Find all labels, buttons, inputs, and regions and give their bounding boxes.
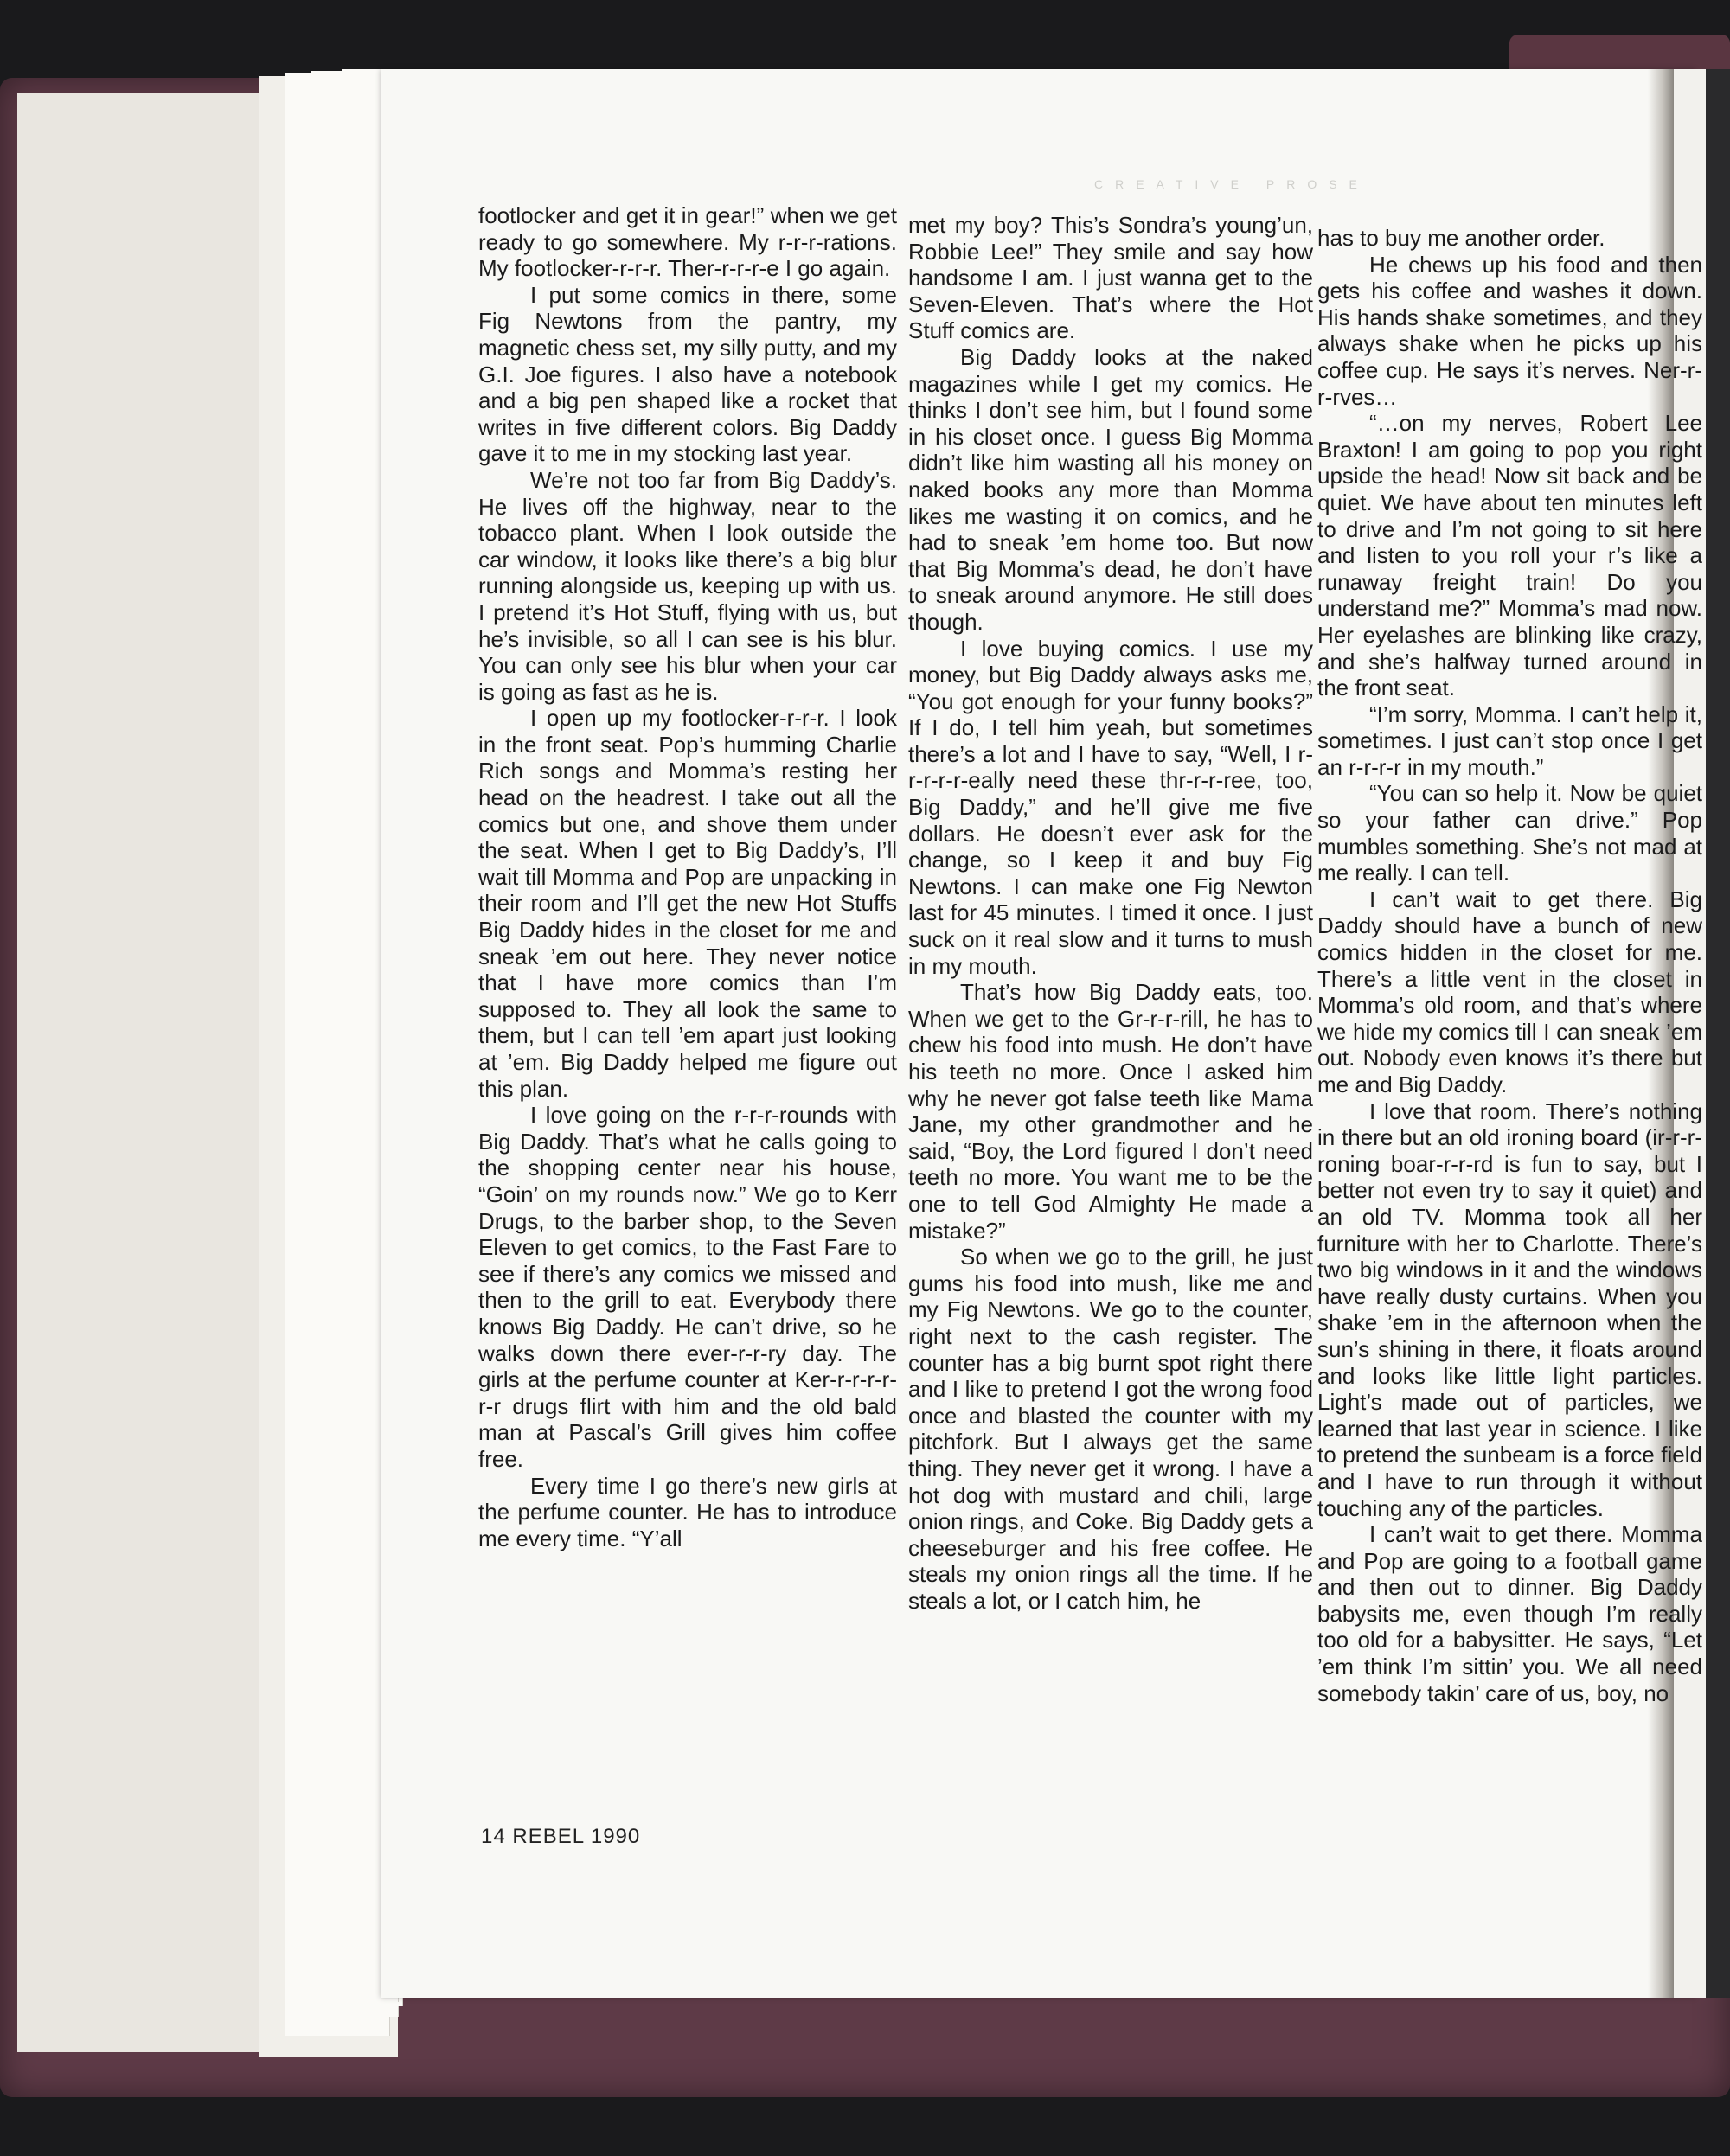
paragraph: I can’t wait to get there. Momma and Pop are going to a football game and then out to dinner. Big Daddy babysits me, even though I’m really too old for a babysitter. He says, “Let ’em think I’m sittin’ you. We all need somebody takin’ care of us, boy, no <box>1317 1521 1702 1706</box>
text-column-1 <box>478 202 897 1807</box>
binding-shadow <box>1706 69 1730 1998</box>
paragraph: I open up my footlocker-r-r-r. I look in the front seat. Pop’s humming Charlie Rich songs and Momma’s resting her head on the headrest. I take out all the comics but one, and shove them under the seat. When I get to Big Daddy’s, I’ll wait till Momma and Pop are unpacking in their room and I’ll get the new Hot Stuffs Big Daddy hides in the closet for me and sneak ’em out here. They never notice that I have more comics than I’m supposed to. They all look the same to them, but I can tell ’em apart just looking at ’em. Big Daddy helped me figure out this plan. <box>478 705 897 1102</box>
text-column-3 <box>1317 225 1702 1814</box>
paragraph: met my boy? This’s Sondra’s young’un, Robbie Lee!” They smile and say how handsome I am. I just wanna get to the Seven-Eleven. That’s where the Hot Stuff comics are. <box>908 212 1313 344</box>
faint-section-header: CREATIVE PROSE <box>1094 177 1369 191</box>
text-column-2 <box>908 212 1313 1807</box>
paragraph: I put some comics in there, some Fig Newtons from the pantry, my magnetic chess set, my silly putty, and my G.I. Joe figures. I also have a notebook and a big pen shaped like a rocket that writes in five different colors. Big Daddy gave it to me in my stocking last year. <box>478 281 897 467</box>
endpaper <box>17 93 268 2052</box>
paragraph: “I’m sorry, Momma. I can’t help it, sometimes. I just can’t stop once I get an r-r-r-r in my mouth.” <box>1317 701 1702 780</box>
paragraph: I can’t wait to get there. Big Daddy should have a bunch of new comics hidden in the closet for me. There’s a little vent in the closet in Momma’s old room, and that’s where we hide my comics till I can sneak ’em out. Nobody even knows it’s there but me and Big Daddy. <box>1317 886 1702 1097</box>
paragraph: I love going on the r-r-r-rounds with Big Daddy. That’s what he calls going to the shopping center near his house, “Goin’ on my rounds now.” We go to Kerr Drugs, to the barber shop, to the Seven Eleven to get comics, to the Fast Fare to see if there’s any comics we missed and then to the grill to eat. Everybody there knows Big Daddy. He can’t drive, so he walks down there ever-r-r-ry day. The girls at the perfume counter at Ker-r-r-r-r-r-r drugs flirt with him and the old bald man at Pascal’s Grill gives him coffee free. <box>478 1102 897 1472</box>
paragraph: I love that room. There’s nothing in there but an old ironing board (ir-r-r-roning boar-r-r-rd is fun to say, but I better not even try to say it quiet) and an old TV. Momma took all her furniture with her to Charlotte. There’s two big windows in it and the windows have really dusty curtains. When you shake ’em in the afternoon when the sun’s shining in there, it floats around and looks like little light particles. Light’s made out of particles, we learned that last year in science. I like to pretend the sunbeam is a force field and I have to run through it without touching any of the particles. <box>1317 1097 1702 1521</box>
paragraph: We’re not too far from Big Daddy’s. He lives off the highway, near to the tobacco plant. When I look outside the car window, it looks like there’s a big blur running alongside us, keeping up with us. I pretend it’s Hot Stuff, flying with us, but he’s invisible, so all I can see is his blur. You can only see his blur when your car is going as fast as he is. <box>478 466 897 705</box>
page-folio: 14 REBEL 1990 <box>481 1825 641 1848</box>
paragraph: Big Daddy looks at the naked magazines while I get my comics. He thinks I don’t see him, but I found some in his closet once. I guess Big Momma didn’t like him wasting all his money on naked books any more than Momma likes me wasting it on comics, and he had to sneak ’em home too. But now that Big Momma’s dead, he don’t have to sneak around anymore. He still does though. <box>908 343 1313 635</box>
paragraph: “You can so help it. Now be quiet so your father can drive.” Pop mumbles something. She’s not mad at me really. I can tell. <box>1317 780 1702 886</box>
paragraph: has to buy me another order. <box>1317 225 1605 251</box>
paragraph: “…on my nerves, Robert Lee Braxton! I am going to pop you right upside the head! Now sit back and be quiet. We have about ten minutes left to drive and I’m not going to sit here and listen to you roll your r’s like a runaway freight train! Do you understand me?” Momma’s mad now. Her eyelashes are blinking like crazy, and she’s halfway turned around in the front seat. <box>1317 410 1702 701</box>
paragraph: So when we go to the grill, he just gums his food into mush, like me and my Fig Newtons. We go to the counter, right next to the cash register. The counter has a big burnt spot right there and I like to pretend I got the wrong food once and blasted the counter with my pitchfork. But I always get the same thing. They never get it wrong. I have a hot dog with mustard and chili, large onion rings, and Coke. Big Daddy gets a cheeseburger and his free coffee. He steals my onion rings all the time. If he steals a lot, or I catch him, he <box>908 1244 1313 1614</box>
paragraph: Every time I go there’s new girls at the perfume counter. He has to introduce me every time. “Y’all <box>478 1472 897 1551</box>
paragraph: footlocker and get it in gear!” when we get ready to go somewhere. My r-r-r-rations. My footlocker-r-r-r. Ther-r-r-r-e I go again. <box>478 202 897 282</box>
paragraph: I love buying comics. I use my money, but Big Daddy always asks me, “You got enough for your funny books?” If I do, I tell him yeah, but sometimes there’s a lot and I have to say, “Well, I r-r-r-r-r-eally need these thr-r-r-ree, too, Big Daddy,” and he’ll give me five dollars. He doesn’t ever ask for the change, so I keep it and buy Fig Newtons. I can make one Fig Newton last for 45 minutes. I timed it once. I just suck on it real slow and it turns to mush in my mouth. <box>908 635 1313 979</box>
text-column-3-inner <box>1317 225 1702 1706</box>
paragraph: He chews up his food and then gets his coffee and washes it down. His hands shake sometimes, and they always shake when he picks up his coffee cup. He says it’s nerves. Ner-r-r-rves… <box>1317 251 1702 410</box>
paragraph: That’s how Big Daddy eats, too. When we get to the Gr-r-r-rill, he has to chew his food into mush. He don’t have his teeth no more. Once I asked him why he never got false teeth like Mama Jane, my other grandmother and he said, “Boy, the Lord figured I don’t need teeth no more. You want me to be the one to tell God Almighty He made a mistake?” <box>908 979 1313 1244</box>
